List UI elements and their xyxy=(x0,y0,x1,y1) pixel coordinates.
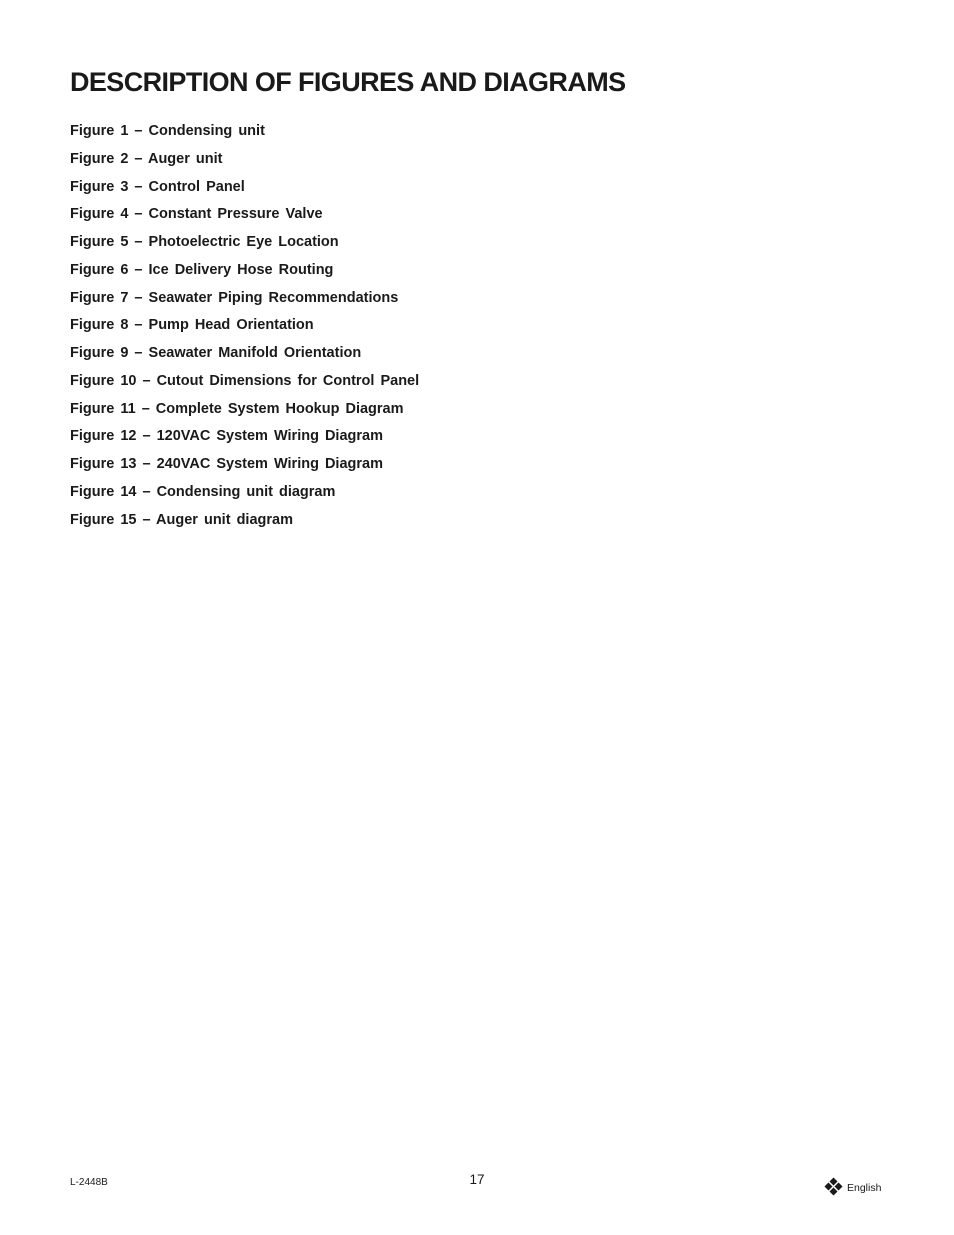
figure-list-item: Figure 14 – Condensing unit diagram xyxy=(70,483,336,500)
figure-list-item: Figure 10 – Cutout Dimensions for Control Panel xyxy=(70,372,420,389)
figure-list-item: Figure 15 – Auger unit diagram xyxy=(70,511,293,528)
figure-list-item: Figure 8 – Pump Head Orientation xyxy=(70,317,314,334)
figure-list-item: Figure 1 – Condensing unit xyxy=(70,123,265,139)
figure-list-item: Figure 9 – Seawater Manifold Orientation xyxy=(70,345,362,361)
document-number: L-2448B xyxy=(70,1177,108,1188)
figure-list-item: Figure 13 – 240VAC System Wiring Diagram xyxy=(70,456,383,472)
figure-list-item: Figure 6 – Ice Delivery Hose Routing xyxy=(70,261,334,278)
figure-list xyxy=(70,118,419,534)
diamond-cluster-icon xyxy=(824,1177,843,1196)
figure-list-item: Figure 4 – Constant Pressure Valve xyxy=(70,206,323,223)
language-label: English xyxy=(847,1181,882,1194)
figure-list-item: Figure 7 – Seawater Piping Recommendations xyxy=(70,289,399,306)
figure-list-item: Figure 3 – Control Panel xyxy=(70,178,245,195)
page-number: 17 xyxy=(469,1172,485,1187)
figure-list-item: Figure 11 – Complete System Hookup Diagram xyxy=(70,400,404,417)
language-marker xyxy=(824,1176,881,1196)
page-title: DESCRIPTION OF FIGURES AND DIAGRAMS xyxy=(70,67,626,97)
figure-list-item: Figure 2 – Auger unit xyxy=(70,150,223,167)
figure-list-item: Figure 5 – Photoelectric Eye Location xyxy=(70,234,339,250)
figure-list-item: Figure 12 – 120VAC System Wiring Diagram xyxy=(70,428,383,445)
